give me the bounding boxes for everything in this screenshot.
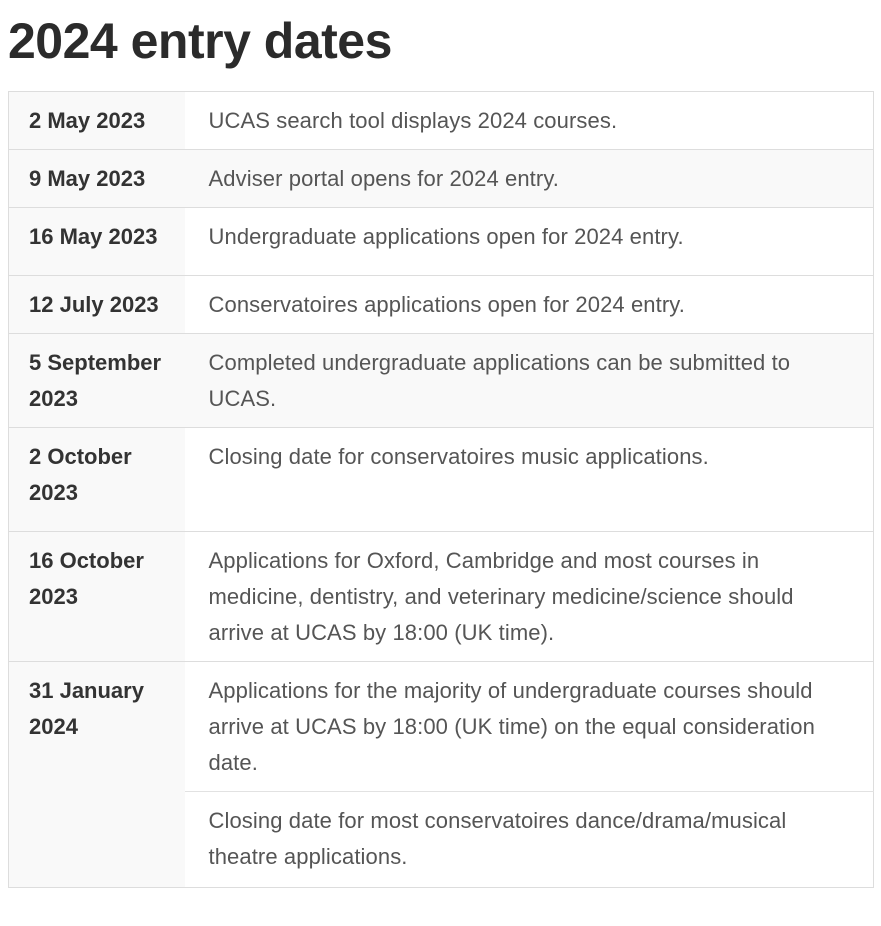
- table-row: [9, 334, 874, 428]
- row-description: Conservatoires applications open for 2024 entry.: [185, 276, 874, 334]
- row-date: 12 July 2023: [9, 276, 185, 334]
- row-date: 31 January 2024: [9, 662, 185, 888]
- row-description: Closing date for most conservatoires dance/drama/musical theatre applications.: [185, 792, 874, 888]
- table-row: [9, 532, 874, 662]
- row-date: 5 September 2023: [9, 334, 185, 428]
- row-description: UCAS search tool displays 2024 courses.: [208, 108, 618, 133]
- row-date: 16 May 2023: [9, 208, 185, 276]
- entry-dates-table: [8, 91, 874, 888]
- page-title: 2024 entry dates: [8, 13, 392, 69]
- row-date: 2 May 2023: [9, 92, 185, 150]
- row-description: Applications for Oxford, Cambridge and most courses in medicine, dentistry, and veterinary medicine/science should arrive at UCAS by 18:00 (UK time).: [185, 532, 874, 662]
- table-row: [9, 208, 874, 276]
- table-row: [9, 662, 874, 792]
- row-description: Applications for the majority of undergraduate courses should arrive at UCAS by 18:00 (UK time) on the equal consideration date.: [185, 662, 874, 792]
- row-description: Closing date for conservatoires music applications.: [185, 428, 874, 532]
- table-row: [9, 276, 874, 334]
- row-description: Completed undergraduate applications can be submitted to UCAS.: [185, 334, 874, 428]
- row-date: 16 October 2023: [9, 532, 185, 662]
- table-row: [9, 428, 874, 532]
- row-date: 2 October 2023: [9, 428, 185, 532]
- row-description: Adviser portal opens for 2024 entry.: [185, 150, 874, 208]
- row-date: 9 May 2023: [9, 150, 185, 208]
- table-row: [9, 150, 874, 208]
- table-row: [9, 92, 874, 150]
- row-description: Undergraduate applications open for 2024 entry.: [185, 208, 874, 276]
